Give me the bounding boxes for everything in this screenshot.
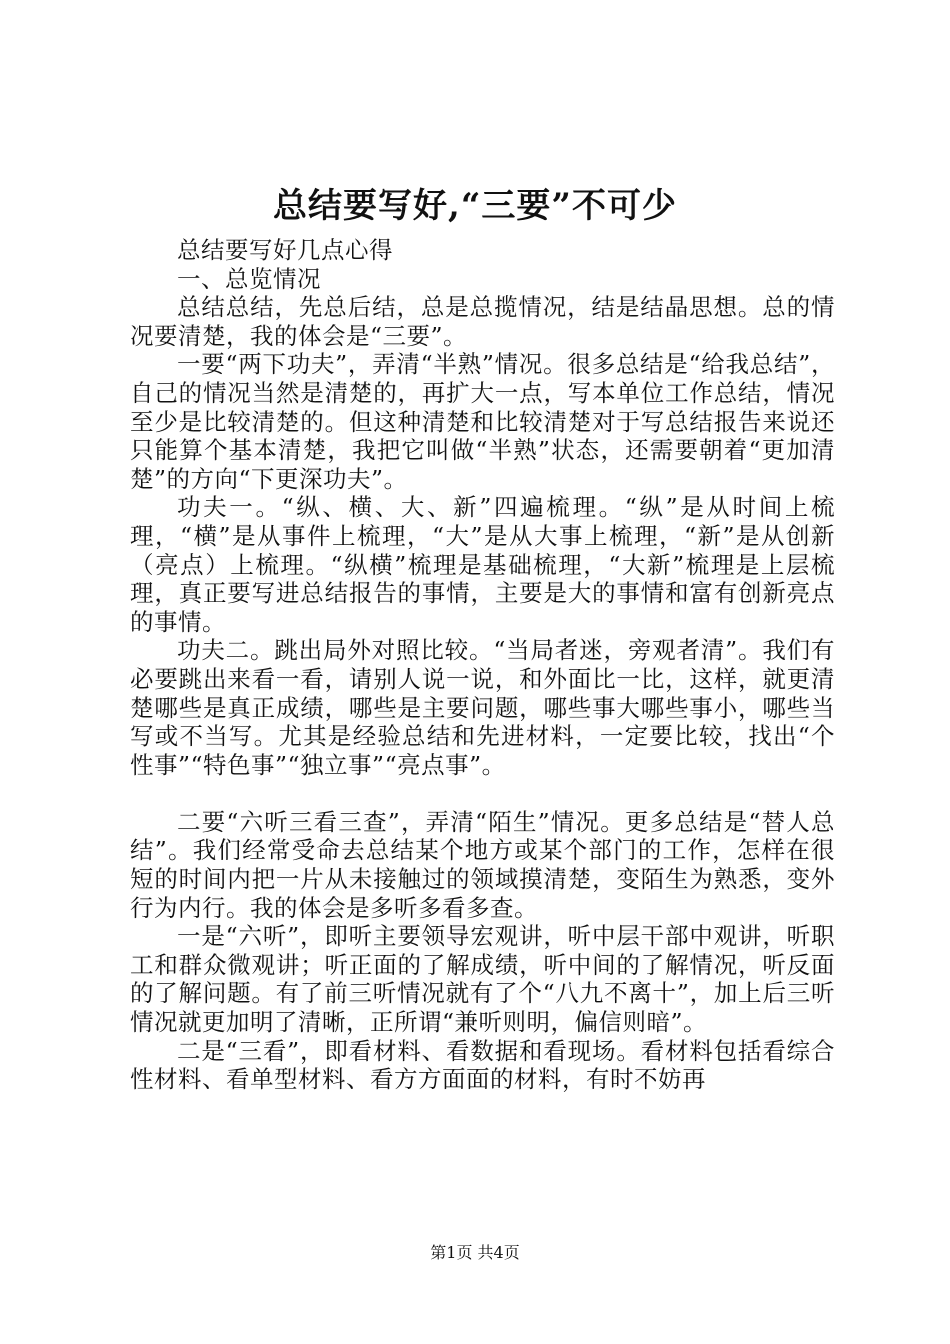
paragraph: 二要“六听三看三查”，弄清“陌生”情况。更多总结是“替人总结”。我们经常受命去总结某个地方或某个部门的工作，怎样在很短的时间内把一片从未接触过的领域摸清楚，变陌生为熟悉，变外行为内行。我的体会是多听多看多查。 xyxy=(130,807,835,922)
paragraph: 总结总结，先总后结，总是总揽情况，结是结晶思想。总的情况要清楚，我的体会是“三要”。 xyxy=(130,293,835,350)
paragraph: 功夫二。跳出局外对照比较。“当局者迷，旁观者清”。我们有必要跳出来看一看，请别人说一说，和外面比一比，这样，就更清楚哪些是真正成绩，哪些是主要问题，哪些事大哪些事小，哪些当写或不当写。尤其是经验总结和先进材料，一定要比较，找出“个性事”“特色事”“独立事”“亮点事”。 xyxy=(130,636,835,779)
document-body xyxy=(130,236,835,1094)
paragraph-subtitle: 总结要写好几点心得 xyxy=(177,236,393,264)
paragraph-spacer xyxy=(130,779,835,808)
section-heading: 一、总览情况 xyxy=(177,264,321,293)
document-title: 总结要写好,“三要”不可少 xyxy=(273,186,677,226)
page-number-footer: 第1页 共4页 xyxy=(430,1243,520,1262)
paragraph: 功夫一。“纵、横、大、新”四遍梳理。“纵”是从时间上梳理，“横”是从事件上梳理，“大”是从大事上梳理，“新”是从创新（亮点）上梳理。“纵横”梳理是基础梳理，“大新”梳理是上层梳理，真正要写进总结报告的事情，主要是大的事情和富有创新亮点的事情。 xyxy=(130,493,835,636)
paragraph: 一要“两下功夫”，弄清“半熟”情况。很多总结是“给我总结”，自己的情况当然是清楚的，再扩大一点，写本单位工作总结，情况至少是比较清楚的。但这种清楚和比较清楚对于写总结报告来说还只能算个基本清楚，我把它叫做“半熟”状态，还需要朝着“更加清楚”的方向“下更深功夫”。 xyxy=(130,350,835,493)
paragraph: 二是“三看”，即看材料、看数据和看现场。看材料包括看综合性材料、看单型材料、看方方面面的材料，有时不妨再 xyxy=(130,1036,835,1094)
paragraph: 一是“六听”，即听主要领导宏观讲，听中层干部中观讲，听职工和群众微观讲；听正面的了解成绩，听中间的了解情况，听反面的了解问题。有了前三听情况就有了个“八九不离十”，加上后三听情况就更加明了清晰，正所谓“兼听则明，偏信则暗”。 xyxy=(130,922,835,1037)
